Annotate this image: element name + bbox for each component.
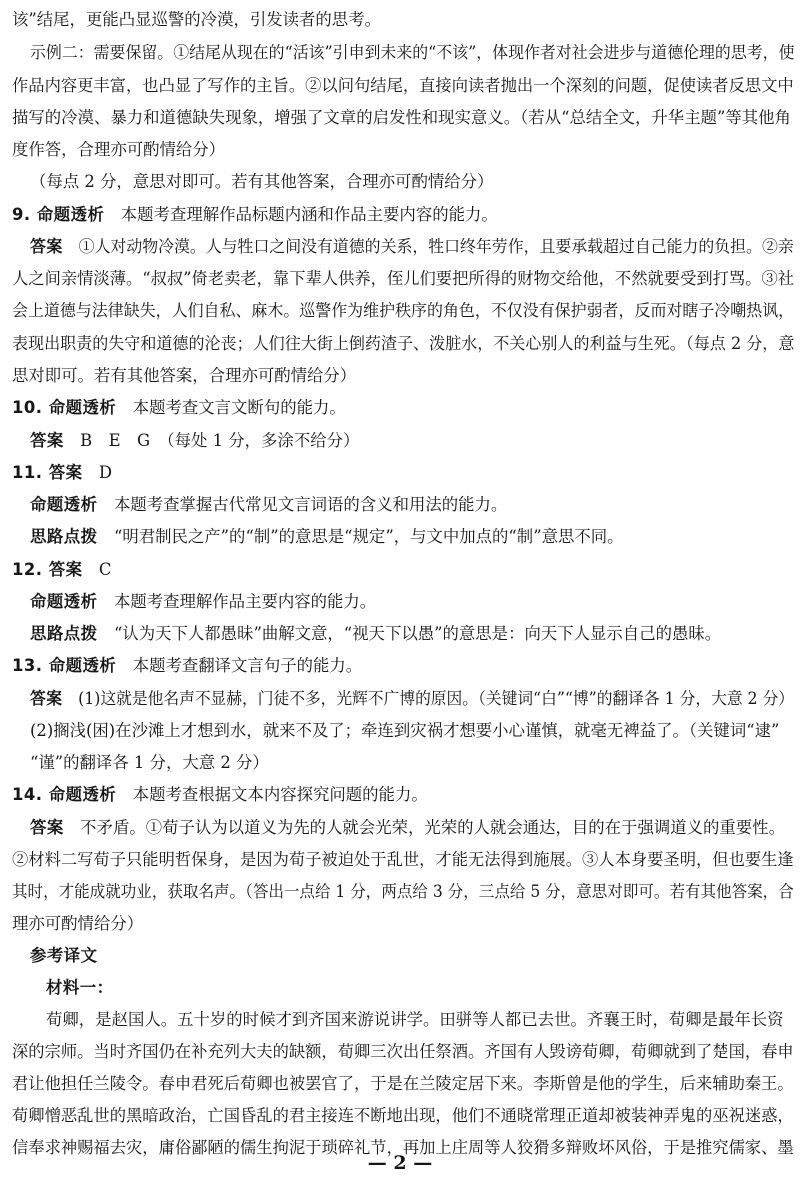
q14-answer [30,820,785,836]
label: 命题透析 [30,495,98,514]
scoring-note [30,174,493,190]
q10-analysis [12,400,346,416]
q14-analysis [12,787,428,803]
text: 度作答，合理亦可酌情给分） [12,140,226,159]
q13-analysis [12,658,362,674]
text-line [12,884,794,900]
text: 本题考查根据文本内容探究问题的能力。 [116,785,428,804]
text: 示例二：需要保留。①结尾从现在的“活该”引申到未来的“不该”，体现作者对社会进步与道德伦理的思考，使 [30,43,795,62]
text-line [12,336,794,352]
text-line [12,916,143,932]
label: 命题透析 [48,656,117,675]
text: 本题考查文言文断句的能力。 [116,398,346,417]
text: 深的宗师。当时齐国仍在补充列大夫的缺额，荀卿三次出任祭酒。齐国有人毁谤荀卿，荀卿就到了楚国，春申 [12,1042,794,1061]
text: 理亦可酌情给分） [12,914,144,933]
label: 10. [12,398,49,417]
text: ①人对动物冷漠。人与牲口之间没有道德的关系，牲口终年劳作，且要承载超过自己能力的负担。②亲 [62,237,794,256]
text: 思对即可。若有其他答案，合理亦可酌情给分） [12,366,357,385]
q9-analysis [12,207,498,223]
material-one-heading [46,980,114,996]
example-two-line [30,45,794,61]
text: (1)这就是他名声不显赫，门徒不多，光辉不广博的原因。（关键词“白”“博”的翻译各 1 分，大意 2 分） [62,689,795,708]
text: 该”结尾，更能凸显巡警的冷漠，引发读者的思考。 [12,10,381,29]
translation-line [12,1044,794,1060]
q11-hint [30,529,624,545]
text: “明君制民之产”的“制”的意思是“规定”，与文中加点的“制”意思不同。 [97,527,624,546]
translation-line [12,1108,794,1124]
text: 荀卿，是赵国人。五十岁的时候才到齐国来游说讲学。田骈等人都已去世。齐襄王时，荀卿是最年长资 [46,1010,784,1029]
text: C [82,560,112,579]
label: 14. [12,785,49,804]
text: 不矛盾。①荀子认为以道义为先的人就会光荣，光荣的人就会通达，目的在于强调道义的重要性。 [63,818,785,837]
text-line [12,142,225,158]
label: 9. [12,205,37,224]
text-line [30,755,269,771]
text: 本题考查理解作品标题内涵和作品主要内容的能力。 [104,205,498,224]
label: 材料一： [46,978,114,997]
text: 荀卿憎恶乱世的黑暗政治，亡国昏乱的君主接连不断地出现，他们不通晓常理正道却被装神弄鬼的巫祝迷惑， [12,1106,794,1125]
text: ②材料二写荀子只能明哲保身，是因为荀子被迫处于乱世，才能无法得到施展。③人本身要圣明，但也要生逢 [12,850,794,869]
label: 11. [12,463,49,482]
label: 思路点拨 [30,527,98,546]
q12-answer [12,562,111,578]
reference-translation-heading [30,948,98,964]
q13-answer-2 [30,723,779,739]
text: 其时，才能成就功业，获取名声。（答出一点给 1 分，两点给 3 分，三点给 5 分，意思对即可。若有其他答案，合 [12,882,794,901]
q11-analysis [30,497,507,513]
text: 本题考查掌握古代常见文言词语的含义和用法的能力。 [97,495,508,514]
q13-answer-1 [30,691,794,707]
q9-answer [30,239,794,255]
text-line [12,852,794,868]
text: 本题考查翻译文言句子的能力。 [116,656,363,675]
text: 人之间亲情淡薄。“叔叔”倚老卖老，靠下辈人供养，侄儿们要把所得的财物交给他，不然就要受到打骂。③社 [12,269,795,288]
text: 本题考查理解作品主要内容的能力。 [97,592,377,611]
label: 思路点拨 [30,624,98,643]
text-line [12,271,794,287]
text-line [12,110,791,126]
text: 表现出职责的失守和道德的沦丧；人们往大街上倒药渣子、泼脏水，不关心别人的利益与生死。（每点 2 分，意 [12,334,795,353]
text-line [12,78,794,94]
label: 命题透析 [36,205,105,224]
label: 命题透析 [48,785,117,804]
q11-answer [12,465,112,481]
text-line [12,12,381,28]
text: 君让他担任兰陵令。春申君死后荀卿也被罢官了，于是在兰陵定居下来。李斯曾是他的学生，后来辅助秦王。 [12,1074,794,1093]
label: 命题透析 [30,592,98,611]
text-line [12,303,794,319]
label: 12. [12,560,49,579]
text: D [82,463,113,482]
text: (2)搁浅(困)在沙滩上才想到水，就来不及了；牵连到灾祸才想要小心谨慎，就毫无裨益了。（关键词“逮” [30,721,780,740]
text: “认为天下人都愚昧”曲解文意，“视天下以愚”的意思是：向天下人显示自己的愚昧。 [97,624,722,643]
page-number: — 2 — [367,1152,433,1174]
text: “谨”的翻译各 1 分，大意 2 分） [30,753,269,772]
text-line [12,368,356,384]
label: 命题透析 [48,398,117,417]
label: 答案 [30,818,64,837]
label: 13. [12,656,49,675]
text: 信奉求神赐福去灾，庸俗鄙陋的儒生拘泥于琐碎礼节，再加上庄周等人狡猾多辩败坏风俗，于是推究儒家、墨 [12,1138,794,1157]
text: 作品内容更丰富，也凸显了写作的主旨。②以问句结尾，直接向读者抛出一个深刻的问题，促使读者反思文中 [12,76,794,95]
label: 答案 [48,560,83,579]
text: B E G （每处 1 分，多涂不给分） [63,431,360,450]
label: 答案 [30,689,63,708]
label: 参考译文 [30,946,98,965]
text: （每点 2 分，意思对即可。若有其他答案，合理亦可酌情给分） [30,172,494,191]
q12-analysis [30,594,376,610]
label: 答案 [30,237,63,256]
q10-answer [30,433,359,449]
q12-hint [30,626,721,642]
label: 答案 [30,431,64,450]
label: 答案 [48,463,83,482]
text: 会上道德与法律缺失，人们自私、麻木。巡警作为维护秩序的角色，不仅没有保护弱者，反而对瞎子冷嘲热讽， [12,301,795,320]
translation-line [46,1012,784,1028]
text: 描写的冷漠、暴力和道德缺失现象，增强了文章的启发性和现实意义。（若从“总结全文，升华主题”等其他角 [12,108,791,127]
translation-line [12,1076,794,1092]
